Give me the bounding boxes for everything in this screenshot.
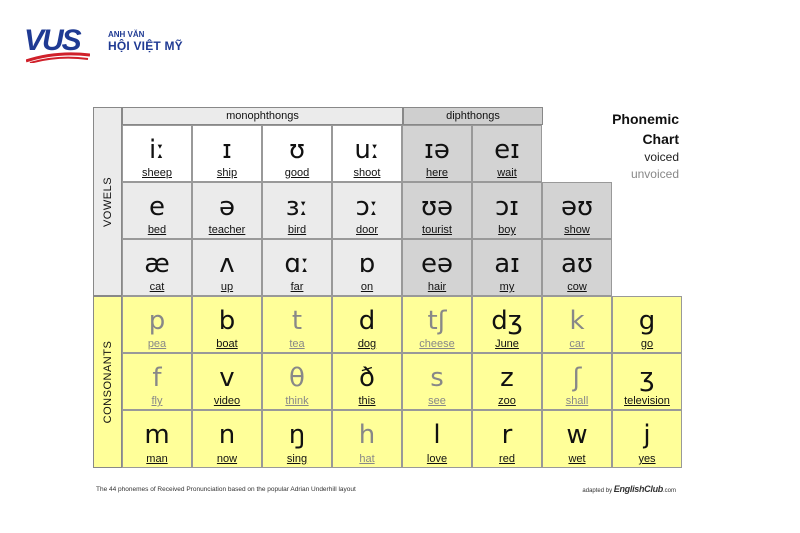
consonant-cell [402,296,472,353]
phoneme-symbol: g [638,306,656,336]
example-word: door [355,224,379,236]
footer-note: The 44 phonemes of Received Pronunciation based on the popular Adrian Underhill layout [96,486,356,493]
phoneme-symbol: h [358,420,376,450]
vowel-cell [262,239,332,296]
vowel-cell [332,239,402,296]
phoneme-symbol: ɪ [222,135,232,165]
vowels-label: VOWELS [101,176,114,227]
consonant-cell [122,353,192,410]
vowel-cell [472,125,542,182]
logo-brand: VUS [24,24,80,57]
phoneme-symbol: v [219,363,235,393]
example-word: cheese [419,338,455,350]
monophthongs-header: monophthongs [122,107,403,125]
example-word: here [425,167,449,179]
example-word: good [284,167,310,179]
vowel-cell [472,239,542,296]
phoneme-symbol: f [152,363,162,393]
phoneme-symbol: n [218,420,236,450]
vowel-cell [122,182,192,239]
phoneme-symbol: z [500,363,514,393]
example-word: on [360,281,374,293]
footer-site: EnglishClub [613,484,663,494]
chart-title-block [559,109,679,183]
consonant-cell [122,410,192,468]
consonant-cell [192,410,262,468]
example-word: ship [216,167,238,179]
phoneme-symbol: əʊ [560,192,594,222]
phoneme-symbol: ə [219,192,235,222]
example-word: see [428,395,446,407]
example-word: red [499,453,515,465]
phoneme-symbol: aɪ [494,249,520,279]
phoneme-symbol: dʒ [491,306,523,336]
phoneme-symbol: ɔɪ [495,192,519,222]
consonant-cell [472,410,542,468]
footer-site-suffix: .com [662,488,676,494]
phoneme-symbol: ɜː [285,192,309,222]
phoneme-symbol: d [358,306,376,336]
example-word: fly [151,395,163,407]
phoneme-symbol: ɔː [355,192,379,222]
vowels-side-label [93,107,122,296]
example-word: up [220,281,234,293]
example-word: think [285,395,309,407]
vowel-cell [332,182,402,239]
consonants-label: CONSONANTS [101,340,114,424]
phoneme-symbol: k [569,306,585,336]
consonant-cell [332,353,402,410]
example-word: love [426,453,448,465]
vowel-cell [192,125,262,182]
phoneme-symbol: ð [359,363,375,393]
consonant-cell [192,353,262,410]
example-word: sing [286,453,308,465]
logo-swoosh-icon [26,51,90,63]
logo-line2: HỘI VIỆT MỸ [108,39,183,53]
legend-voiced: voiced [644,150,679,164]
example-word: video [213,395,241,407]
example-word: June [495,338,519,350]
phoneme-symbol: w [566,420,588,450]
vowel-cell [262,125,332,182]
phoneme-symbol: m [144,420,170,450]
example-word: teacher [208,224,246,236]
phoneme-symbol: ʃ [572,363,582,393]
phoneme-symbol: eə [421,249,453,279]
vowel-cell [122,239,192,296]
consonant-cell [612,410,682,468]
example-word: bed [147,224,167,236]
example-word: shall [565,395,589,407]
example-word: yes [638,453,656,465]
consonant-cell [402,353,472,410]
vus-logo [24,24,204,62]
example-word: boy [498,224,516,236]
example-word: my [499,281,515,293]
vowel-cell [192,182,262,239]
example-word: hat [359,453,375,465]
example-word: zoo [498,395,516,407]
vowel-cell [402,125,472,182]
example-word: far [290,281,304,293]
footer-adapted: adapted by [582,488,613,494]
vowel-cell [472,182,542,239]
example-word: car [569,338,585,350]
example-word: this [358,395,376,407]
phoneme-symbol: eɪ [494,135,520,165]
example-word: show [564,224,590,236]
example-word: wet [568,453,586,465]
phoneme-symbol: ʊ [288,135,306,165]
phoneme-symbol: θ [289,363,305,393]
example-word: shoot [353,167,381,179]
example-word: cat [149,281,165,293]
vowel-cell [332,125,402,182]
phoneme-symbol: s [430,363,444,393]
consonant-cell [612,296,682,353]
phoneme-symbol: ʊə [420,192,454,222]
example-word: wait [497,167,517,179]
phoneme-symbol: ʌ [219,249,235,279]
vowel-cell [542,239,612,296]
consonant-cell [472,353,542,410]
example-word: boat [216,338,238,350]
consonant-cell [332,410,402,468]
vowel-cell [402,239,472,296]
diphthongs-header: diphthongs [403,107,543,125]
consonant-cell [122,296,192,353]
example-word: sheep [142,167,172,179]
consonant-cell [542,353,612,410]
vowel-cell [262,182,332,239]
phoneme-symbol: ɒ [358,249,376,279]
legend-unvoiced: unvoiced [630,167,679,181]
consonant-cell [402,410,472,468]
example-word: cow [567,281,587,293]
logo-line1: ANH VĂN [108,30,145,39]
example-word: bird [287,224,307,236]
consonant-cell [612,353,682,410]
example-word: pea [147,338,167,350]
phoneme-symbol: e [149,192,165,222]
example-word: dog [357,338,377,350]
phoneme-symbol: ʒ [639,363,655,393]
title-line2: Chart [642,131,679,147]
phoneme-symbol: ŋ [288,420,306,450]
vowel-cell [192,239,262,296]
vowel-cell [122,125,192,182]
example-word: television [624,395,670,407]
example-word: go [640,338,654,350]
phoneme-symbol: j [643,420,651,450]
consonants-side-label [93,296,122,468]
phoneme-symbol: uː [354,135,380,165]
phoneme-symbol: æ [144,249,170,279]
phoneme-symbol: tʃ [427,306,447,336]
vowel-cell [542,182,612,239]
consonant-cell [472,296,542,353]
phoneme-symbol: l [433,420,441,450]
vowel-cell [402,182,472,239]
consonant-cell [332,296,402,353]
phoneme-symbol: r [501,420,513,450]
example-word: tea [289,338,305,350]
consonant-cell [262,410,332,468]
example-word: man [146,453,168,465]
example-word: tourist [422,224,452,236]
title-line1: Phonemic [612,111,679,127]
phoneme-symbol: ɑː [284,249,310,279]
phoneme-symbol: ɪə [424,135,450,165]
footer-credit [582,484,676,494]
consonant-cell [542,296,612,353]
phoneme-symbol: b [218,306,236,336]
consonant-cell [542,410,612,468]
example-word: hair [427,281,447,293]
consonant-cell [192,296,262,353]
consonant-cell [262,296,332,353]
consonant-cell [262,353,332,410]
phoneme-symbol: t [291,306,303,336]
example-word: now [216,453,238,465]
phoneme-symbol: iː [149,135,165,165]
phoneme-symbol: aʊ [561,249,593,279]
phoneme-symbol: p [148,306,166,336]
